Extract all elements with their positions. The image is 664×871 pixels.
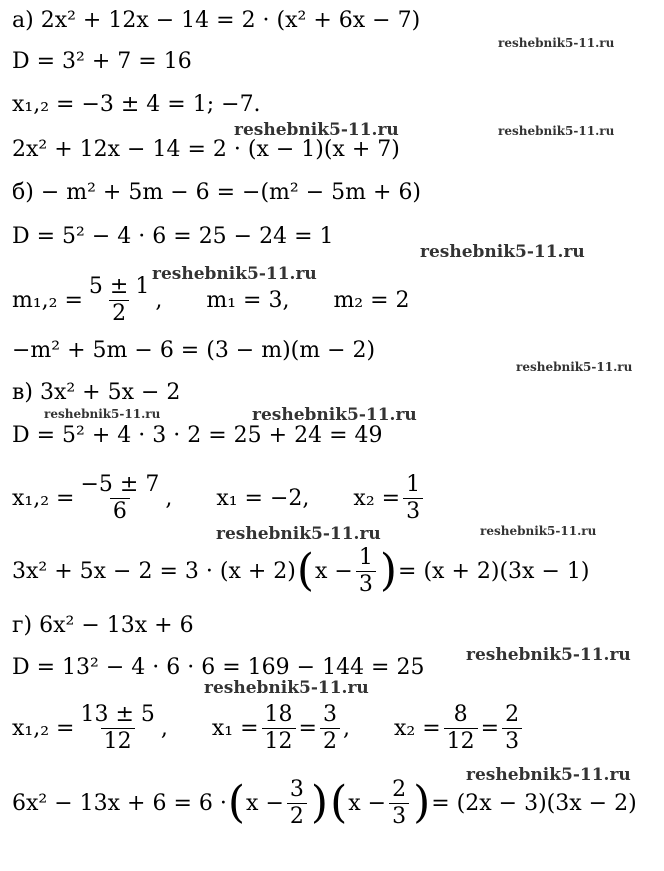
watermark: reshebnik5-11.ru [498, 124, 615, 138]
watermark: reshebnik5-11.ru [234, 120, 399, 140]
line-g-roots: x₁,₂ = $\frac{13 \pm 5}{12}$ , x₁ = $\frac{18}{12}$ = $\frac{3}{2}$ , x₂ = $\frac{8}{12}$ = $\frac{2}{3}$ [12, 700, 525, 756]
fraction: $\frac{5 \pm 1}{2}$ [88, 274, 150, 326]
fraction: $\frac{1}{3}$ [403, 472, 423, 524]
line-v-roots: x₁,₂ = $\frac{-5 \pm 7}{6}$ , x₁ = −2, x₂ = $\frac{1}{3}$ [12, 470, 426, 526]
line-a-factored: 2x² + 12x − 14 = 2 · (x − 1)(x + 7) [12, 136, 400, 162]
line-b-roots: m₁,₂ = $\frac{5 \pm 1}{2}$ , m₁ = 3, m₂ = 2 [12, 274, 410, 326]
line-v-discriminant: D = 5² + 4 · 3 · 2 = 25 + 24 = 49 [12, 422, 383, 448]
fraction: $\frac{2}{3}$ [389, 777, 409, 829]
watermark: reshebnik5-11.ru [516, 360, 633, 374]
fraction: $\frac{-5 \pm 7}{6}$ [80, 472, 160, 524]
watermark: reshebnik5-11.ru [216, 524, 381, 544]
fraction: $\frac{3}{2}$ [320, 702, 340, 754]
line-g-discriminant: D = 13² − 4 · 6 · 6 = 169 − 144 = 25 [12, 654, 425, 680]
fraction: $\frac{1}{3}$ [356, 545, 376, 597]
line-v-expression: в) 3x² + 5x − 2 [12, 379, 181, 405]
fraction: $\frac{13 \pm 5}{12}$ [80, 702, 155, 754]
line-b-factored: −m² + 5m − 6 = (3 − m)(m − 2) [12, 337, 376, 363]
line-b-factor-out: б) − m² + 5m − 6 = −(m² − 5m + 6) [12, 179, 422, 205]
line-b-discriminant: D = 5² − 4 · 6 = 25 − 24 = 1 [12, 223, 334, 249]
watermark: reshebnik5-11.ru [252, 405, 417, 425]
watermark: reshebnik5-11.ru [44, 407, 161, 421]
watermark: reshebnik5-11.ru [420, 242, 585, 262]
line-v-factored: 3x² + 5x − 2 = 3 · (x + 2) ( x − $\frac{1}{3}$ ) = (x + 2)(3x − 1) [12, 545, 590, 597]
watermark: reshebnik5-11.ru [466, 645, 631, 665]
line-a-roots: x₁,₂ = −3 ± 4 = 1; −7. [12, 91, 261, 117]
fraction: $\frac{18}{12}$ [262, 702, 296, 754]
watermark: reshebnik5-11.ru [480, 524, 597, 538]
fraction: $\frac{8}{12}$ [444, 702, 478, 754]
watermark: reshebnik5-11.ru [498, 36, 615, 50]
fraction: $\frac{3}{2}$ [287, 777, 307, 829]
watermark: reshebnik5-11.ru [466, 765, 631, 785]
watermark: reshebnik5-11.ru [204, 678, 369, 698]
fraction: $\frac{2}{3}$ [502, 702, 522, 754]
line-g-factored: 6x² − 13x + 6 = 6 · ( x − $\frac{3}{2}$ ) ( x − $\frac{2}{3}$ ) = (2x − 3)(3x − 2) [12, 777, 637, 829]
watermark: reshebnik5-11.ru [152, 264, 317, 284]
line-a-factor-out: а) 2x² + 12x − 14 = 2 · (x² + 6x − 7) [12, 7, 421, 33]
line-g-expression: г) 6x² − 13x + 6 [12, 612, 194, 638]
line-a-discriminant: D = 3² + 7 = 16 [12, 48, 192, 74]
